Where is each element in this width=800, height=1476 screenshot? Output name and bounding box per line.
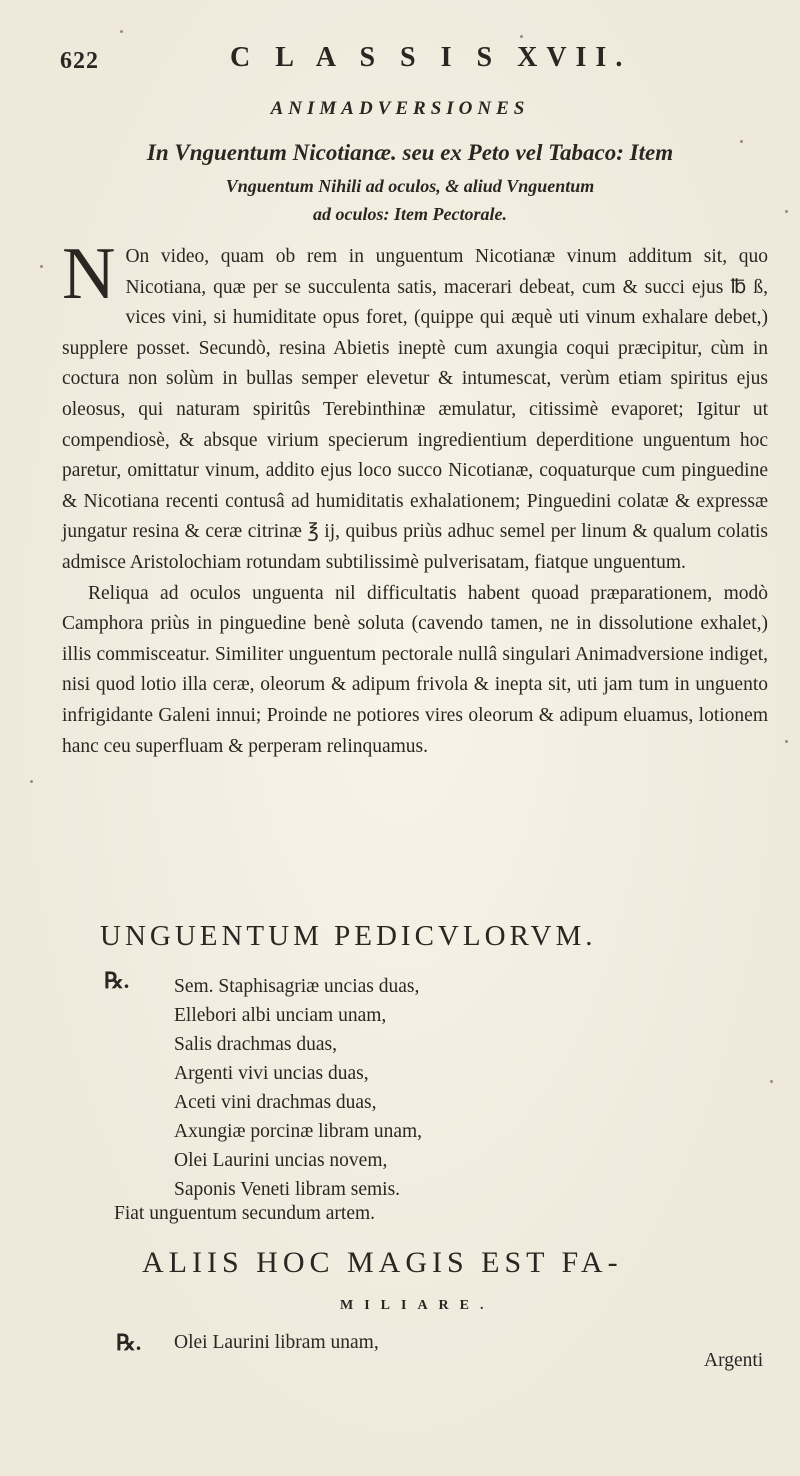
ingredient-line: Saponis Veneti libram semis. xyxy=(174,1179,401,1200)
paragraph-1-text: On video, quam ob rem in unguentum Nicotianæ vinum additum sit, quo Nicotiana, quæ per se succulenta satis, macerari debeat, cum & succi ejus ℔ ß, vices vini, si humiditate opus foret, (quippe qui æquè uti vinum exhalare debet,) supplere posset. Secundò, resina Abietis ineptè cum axungia coqui præcipitur, cùm in coctura non solùm in bullas semper elevetur & intumescat, verùm etiam spiritus ejus oleosus, qui naturam spiritûs Terebinthinæ æmulatur, citissimè evaporet; Igitur ut compendiosè, & absque virium specierum ingredientium deperditione unguentum hoc paretur, omittatur vinum, addito ejus loco succo Nicotianæ, coquaturque cum pinguedine & Nicotiana recenti contusâ ad humiditatis exhalationem; Pinguedini colatæ & expressæ jungatur resina & ceræ citrinæ ℥ ij, quibus priùs adhuc semel per linum & qualum colatis admisce Aristolochiam rotundam subtilissimè pulverisatam, fiatque unguentum. xyxy=(62,246,768,573)
paragraph-2: Reliqua ad oculos unguenta nil difficultatis habent quoad præparationem, modò Camphora priùs in pinguedine benè soluta (cavendo tamen, ne in dissolutione exhalet,) illis commisceatur. Similiter unguentum pectorale nullâ singulari Animadversione indiget, nisi quod lotio illa ceræ, oleorum & adipum frivola & inepta sit, uti jam tum in unguento infrigidante Galeni innui; Proinde ne potiores vires oleorum & adipum eluamus, lotionem hanc ceu superfluam & perperam relinquamus. xyxy=(62,582,768,757)
ink-speck xyxy=(520,35,523,38)
recipe-closing: Fiat unguentum secundum artem. xyxy=(114,1203,376,1224)
ingredient-line: Olei Laurini libram unam, xyxy=(174,1332,379,1353)
page-number: 622 xyxy=(60,48,99,74)
subtitle-line-1: In Vnguentum Nicotianæ. seu ex Peto vel Tabaco: Item xyxy=(146,140,674,165)
ingredient-line: Sem. Staphisagriæ uncias duas, xyxy=(174,976,420,997)
class-title: C L A S S I S XVII. xyxy=(230,42,632,73)
ingredient-line: Axungiæ porcinæ libram unam, xyxy=(174,1121,423,1142)
body-text xyxy=(62,233,768,762)
ink-speck xyxy=(785,210,788,213)
ingredient-line: Salis drachmas duas, xyxy=(174,1034,338,1055)
subtitle-line-3: ad oculos: Item Pectorale. xyxy=(313,204,507,224)
section-title: ANIMADVERSIONES xyxy=(270,98,530,119)
second-recipe-title: ALIIS HOC MAGIS EST FA- xyxy=(142,1246,623,1279)
ink-speck xyxy=(40,265,43,268)
ink-speck xyxy=(120,30,123,33)
second-recipe-title-continuation: MILIARE. xyxy=(340,1298,495,1313)
running-head xyxy=(60,42,700,78)
ingredient-line: Aceti vini drachmas duas, xyxy=(174,1092,377,1113)
ink-speck xyxy=(770,1080,773,1083)
ingredient-list xyxy=(174,972,422,1204)
ingredient-line: Olei Laurini uncias novem, xyxy=(174,1150,388,1171)
catchword: Argenti xyxy=(704,1350,764,1371)
ink-speck xyxy=(30,780,33,783)
drop-cap: N xyxy=(62,233,116,315)
recipe-symbol: ℞. xyxy=(104,968,130,993)
subtitle-line-2: Vnguentum Nihili ad oculos, & aliud Vnguentum xyxy=(225,176,595,196)
ingredient-line: Ellebori albi unciam unam, xyxy=(174,1005,387,1026)
recipe-symbol: ℞. xyxy=(116,1330,142,1355)
ingredient-line: Argenti vivi uncias duas, xyxy=(174,1063,369,1084)
paragraph-1 xyxy=(62,233,768,579)
recipe-title: UNGUENTUM PEDICVLORVM. xyxy=(100,920,597,952)
ink-speck xyxy=(785,740,788,743)
